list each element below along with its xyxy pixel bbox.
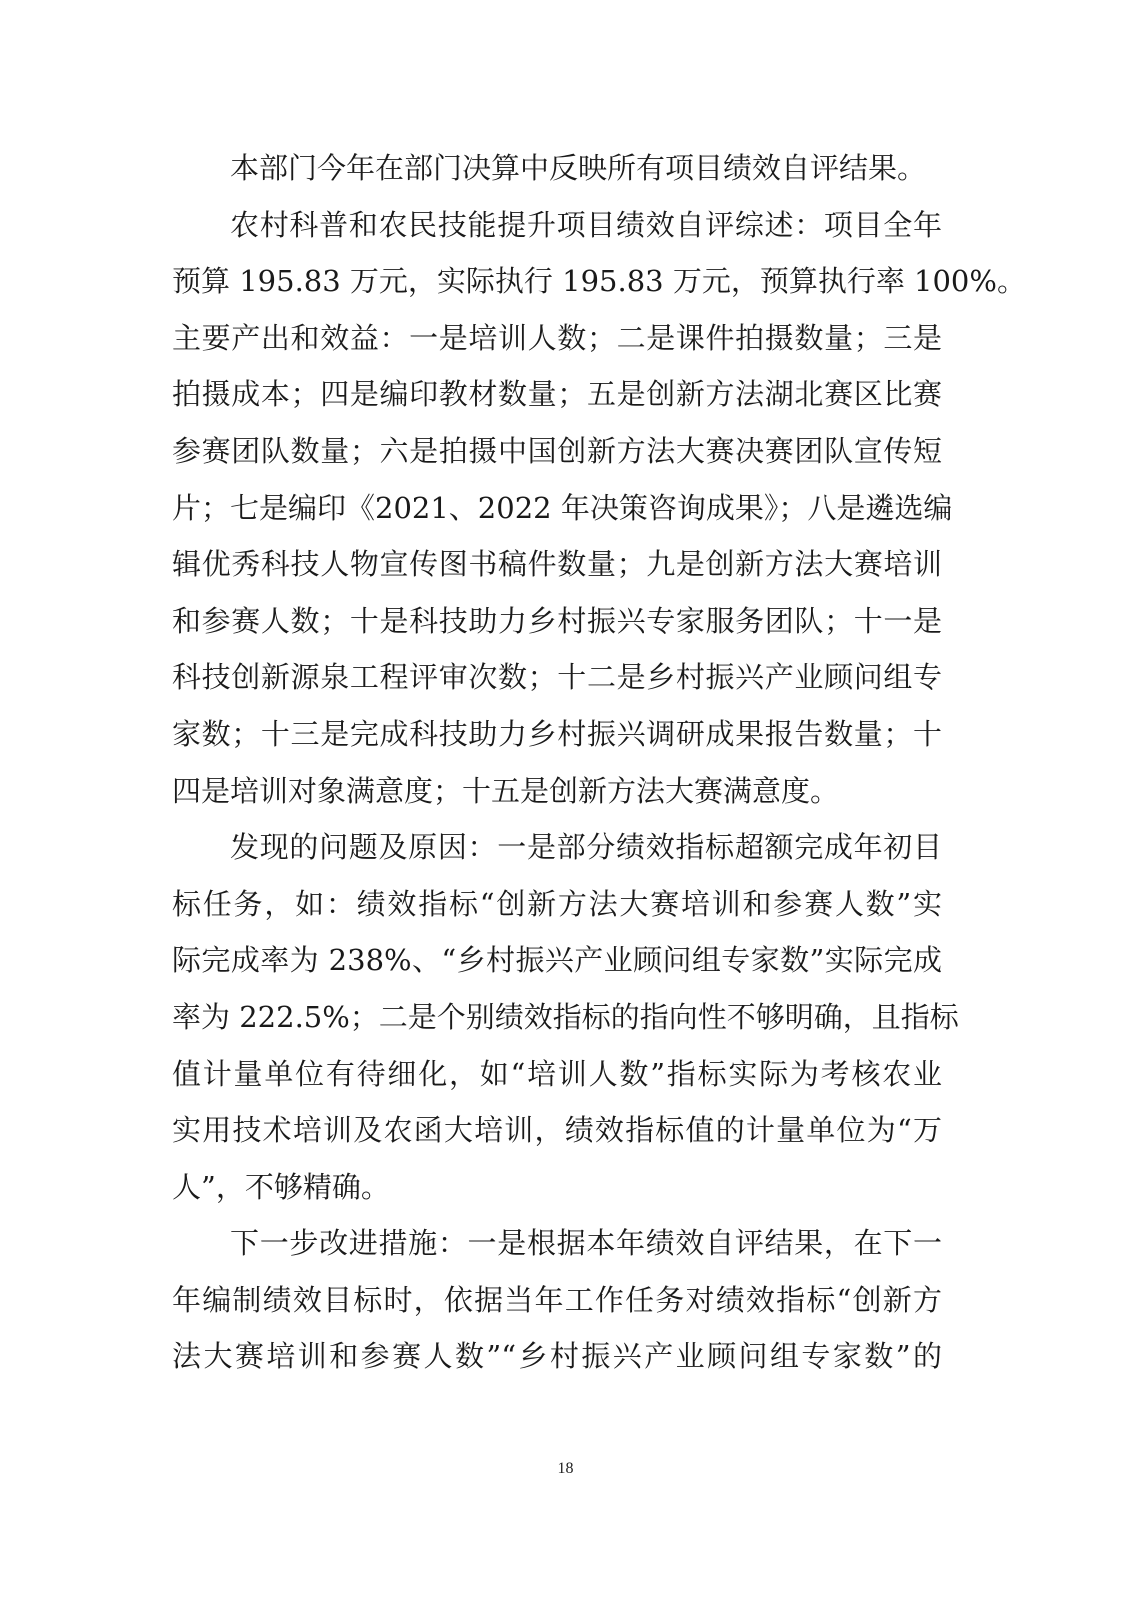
paragraph-line: 际完成率为 238%、“乡村振兴产业顾问组专家数”实际完成 (172, 943, 942, 978)
paragraph-line: 标任务，如：绩效指标“创新方法大赛培训和参赛人数”实 (172, 886, 942, 921)
paragraph-line: 值计量单位有待细化，如“培训人数”指标实际为考核农业 (172, 1056, 942, 1091)
paragraph-line: 农村科普和农民技能提升项目绩效自评综述：项目全年 (230, 207, 942, 242)
paragraph-line: 人”，不够精确。 (172, 1169, 390, 1204)
paragraph-line: 科技创新源泉工程评审次数；十二是乡村振兴产业顾问组专 (172, 660, 942, 695)
paragraph-line: 辑优秀科技人物宣传图书稿件数量；九是创新方法大赛培训 (172, 547, 942, 582)
paragraph-line: 发现的问题及原因：一是部分绩效指标超额完成年初目 (230, 830, 942, 865)
paragraph-line: 本部门今年在部门决算中反映所有项目绩效自评结果。 (230, 151, 927, 185)
paragraph-line: 率为 222.5%；二是个别绩效指标的指向性不够明确，且指标 (172, 999, 959, 1034)
paragraph-line: 下一步改进措施：一是根据本年绩效自评结果，在下一 (230, 1226, 942, 1261)
paragraph-line: 实用技术培训及农函大培训，绩效指标值的计量单位为“万 (172, 1113, 942, 1148)
paragraph-line: 家数；十三是完成科技助力乡村振兴调研成果报告数量；十 (172, 716, 942, 751)
paragraph-line: 拍摄成本；四是编印教材数量；五是创新方法湖北赛区比赛 (172, 377, 942, 412)
paragraph-line: 和参赛人数；十是科技助力乡村振兴专家服务团队；十一是 (172, 603, 942, 638)
paragraph-line: 主要产出和效益：一是培训人数；二是课件拍摄数量；三是 (172, 320, 942, 355)
paragraph-line: 参赛团队数量；六是拍摄中国创新方法大赛决赛团队宣传短 (172, 433, 942, 468)
paragraph-line: 四是培训对象满意度；十五是创新方法大赛满意度。 (172, 773, 840, 808)
paragraph-line: 法大赛培训和参赛人数”“乡村振兴产业顾问组专家数”的 (172, 1339, 942, 1374)
page-number: 18 (557, 1460, 574, 1477)
paragraph-line: 年编制绩效目标时，依据当年工作任务对绩效指标“创新方 (172, 1282, 942, 1317)
body-text (172, 140, 1026, 1385)
paragraph-line: 预算 195.83 万元，实际执行 195.83 万元，预算执行率 100%。 (172, 264, 1026, 299)
paragraph-line: 片；七是编印《2021、2022 年决策咨询成果》；八是遴选编 (172, 490, 953, 525)
